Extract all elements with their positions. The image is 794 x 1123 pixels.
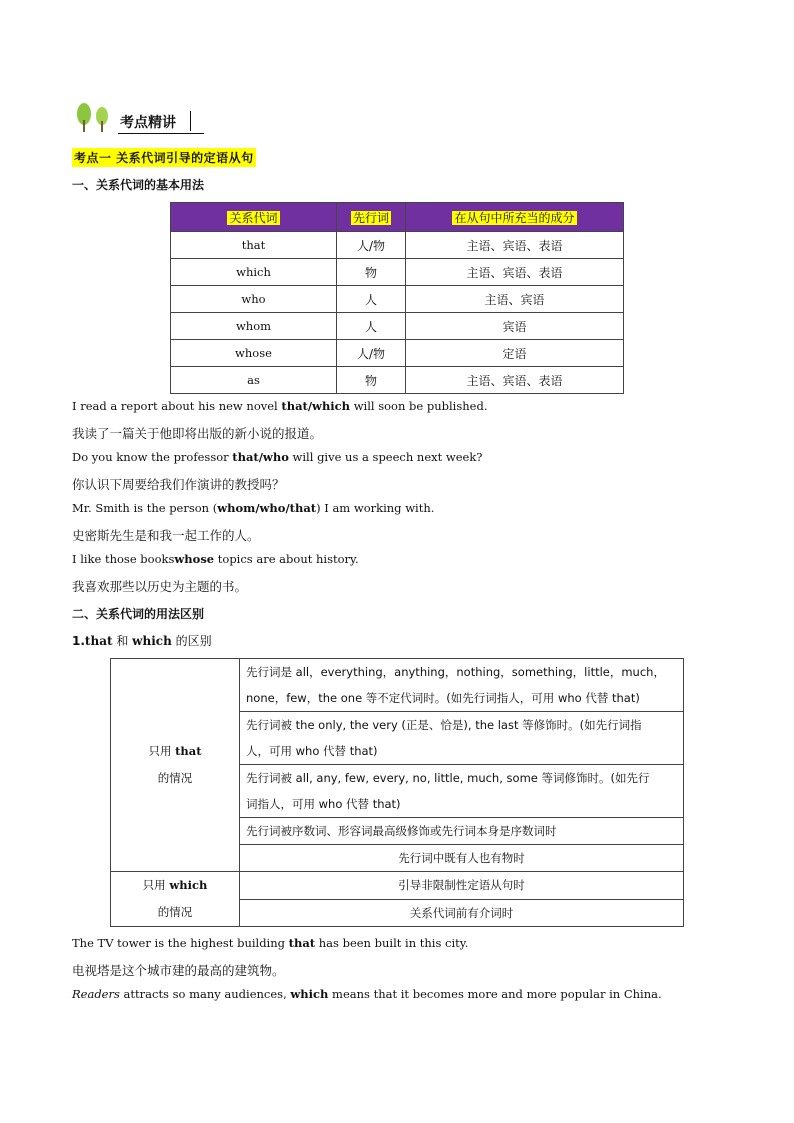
title-underline bbox=[118, 133, 204, 134]
rule-cell: 先行词被 all, any, few, every, no, little, much, some 等词修饰时。(如先行 词指人，可用 who 代替 that) bbox=[240, 765, 684, 818]
header-cell: 先行词 bbox=[337, 203, 406, 232]
table-cell: as bbox=[171, 367, 337, 394]
table-row bbox=[171, 340, 624, 367]
table-cell: 物 bbox=[337, 259, 406, 286]
relative-pronoun-table bbox=[170, 202, 624, 394]
rule-cell: 关系代词前有介词时 bbox=[240, 899, 684, 927]
example-translation: 史密斯先生是和我一起工作的人。 bbox=[72, 528, 260, 543]
table-row bbox=[171, 286, 624, 313]
table-row bbox=[111, 659, 684, 712]
that-which-table bbox=[110, 658, 684, 927]
rule-cell: 先行词被 the only, the very (正是、恰是), the last 等修饰时。(如先行词指 人，可用 who 代替 that) bbox=[240, 712, 684, 765]
table-cell: that bbox=[171, 232, 337, 259]
example-sentence: I like those bookswhose topics are about history. bbox=[72, 552, 359, 566]
only-which-cell: 只用 which 的情况 bbox=[111, 872, 240, 927]
example-translation: 我读了一篇关于他即将出版的新小说的报道。 bbox=[72, 426, 323, 441]
table-cell: 主语、宾语、表语 bbox=[406, 259, 624, 286]
example-sentence: Do you know the professor that/who will give us a speech next week? bbox=[72, 450, 483, 464]
table-row bbox=[171, 232, 624, 259]
table-cell: 人/物 bbox=[337, 340, 406, 367]
topic-highlight: 考点一 关系代词引导的定语从句 bbox=[72, 148, 256, 167]
example-sentence: The TV tower is the highest building that has been built in this city. bbox=[72, 936, 469, 950]
table-cell: 定语 bbox=[406, 340, 624, 367]
table-cell: 宾语 bbox=[406, 313, 624, 340]
table-cell: who bbox=[171, 286, 337, 313]
subheading-usage-difference: 二、关系代词的用法区别 bbox=[72, 607, 205, 621]
section-header bbox=[74, 100, 204, 136]
header-cell: 关系代词 bbox=[171, 203, 337, 232]
table-row bbox=[111, 872, 684, 900]
rule-cell: 先行词中既有人也有物时 bbox=[240, 845, 684, 872]
subheading-basic-usage: 一、关系代词的基本用法 bbox=[72, 178, 205, 192]
example-sentence: Readers attracts so many audiences, which means that it becomes more and more popular in China. bbox=[72, 987, 662, 1001]
table-cell: whose bbox=[171, 340, 337, 367]
only-that-cell: 只用 that 的情况 bbox=[111, 659, 240, 872]
table-cell: 主语、宾语 bbox=[406, 286, 624, 313]
example-translation: 电视塔是这个城市建的最高的建筑物。 bbox=[72, 963, 285, 978]
section-title: 考点精讲 bbox=[120, 115, 176, 131]
text-cursor bbox=[190, 111, 191, 131]
tree-icon bbox=[74, 102, 114, 132]
example-translation: 你认识下周要给我们作演讲的教授吗？ bbox=[72, 477, 285, 492]
table-cell: 物 bbox=[337, 367, 406, 394]
table-row bbox=[171, 313, 624, 340]
example-sentence: I read a report about his new novel that/which will soon be published. bbox=[72, 399, 488, 413]
subheading-that-which: 1.that 和 which 的区别 bbox=[72, 634, 212, 648]
table-header-row bbox=[171, 203, 624, 232]
table-cell: 人 bbox=[337, 313, 406, 340]
table-cell: 人/物 bbox=[337, 232, 406, 259]
header-cell: 在从句中所充当的成分 bbox=[406, 203, 624, 232]
table-cell: which bbox=[171, 259, 337, 286]
table-cell: 人 bbox=[337, 286, 406, 313]
table-cell: whom bbox=[171, 313, 337, 340]
rule-cell: 先行词是 all，everything，anything，nothing，something，little，much， none，few，the one 等不定代词时。(如先行词指人，可用 who 代替 that) bbox=[240, 659, 684, 712]
table-row bbox=[171, 367, 624, 394]
rule-cell: 先行词被序数词、形容词最高级修饰或先行词本身是序数词时 bbox=[240, 818, 684, 845]
table-cell: 主语、宾语、表语 bbox=[406, 232, 624, 259]
example-sentence: Mr. Smith is the person (whom/who/that) I am working with. bbox=[72, 501, 435, 515]
table-row bbox=[171, 259, 624, 286]
rule-cell: 引导非限制性定语从句时 bbox=[240, 872, 684, 900]
example-translation: 我喜欢那些以历史为主题的书。 bbox=[72, 579, 248, 594]
table-cell: 主语、宾语、表语 bbox=[406, 367, 624, 394]
